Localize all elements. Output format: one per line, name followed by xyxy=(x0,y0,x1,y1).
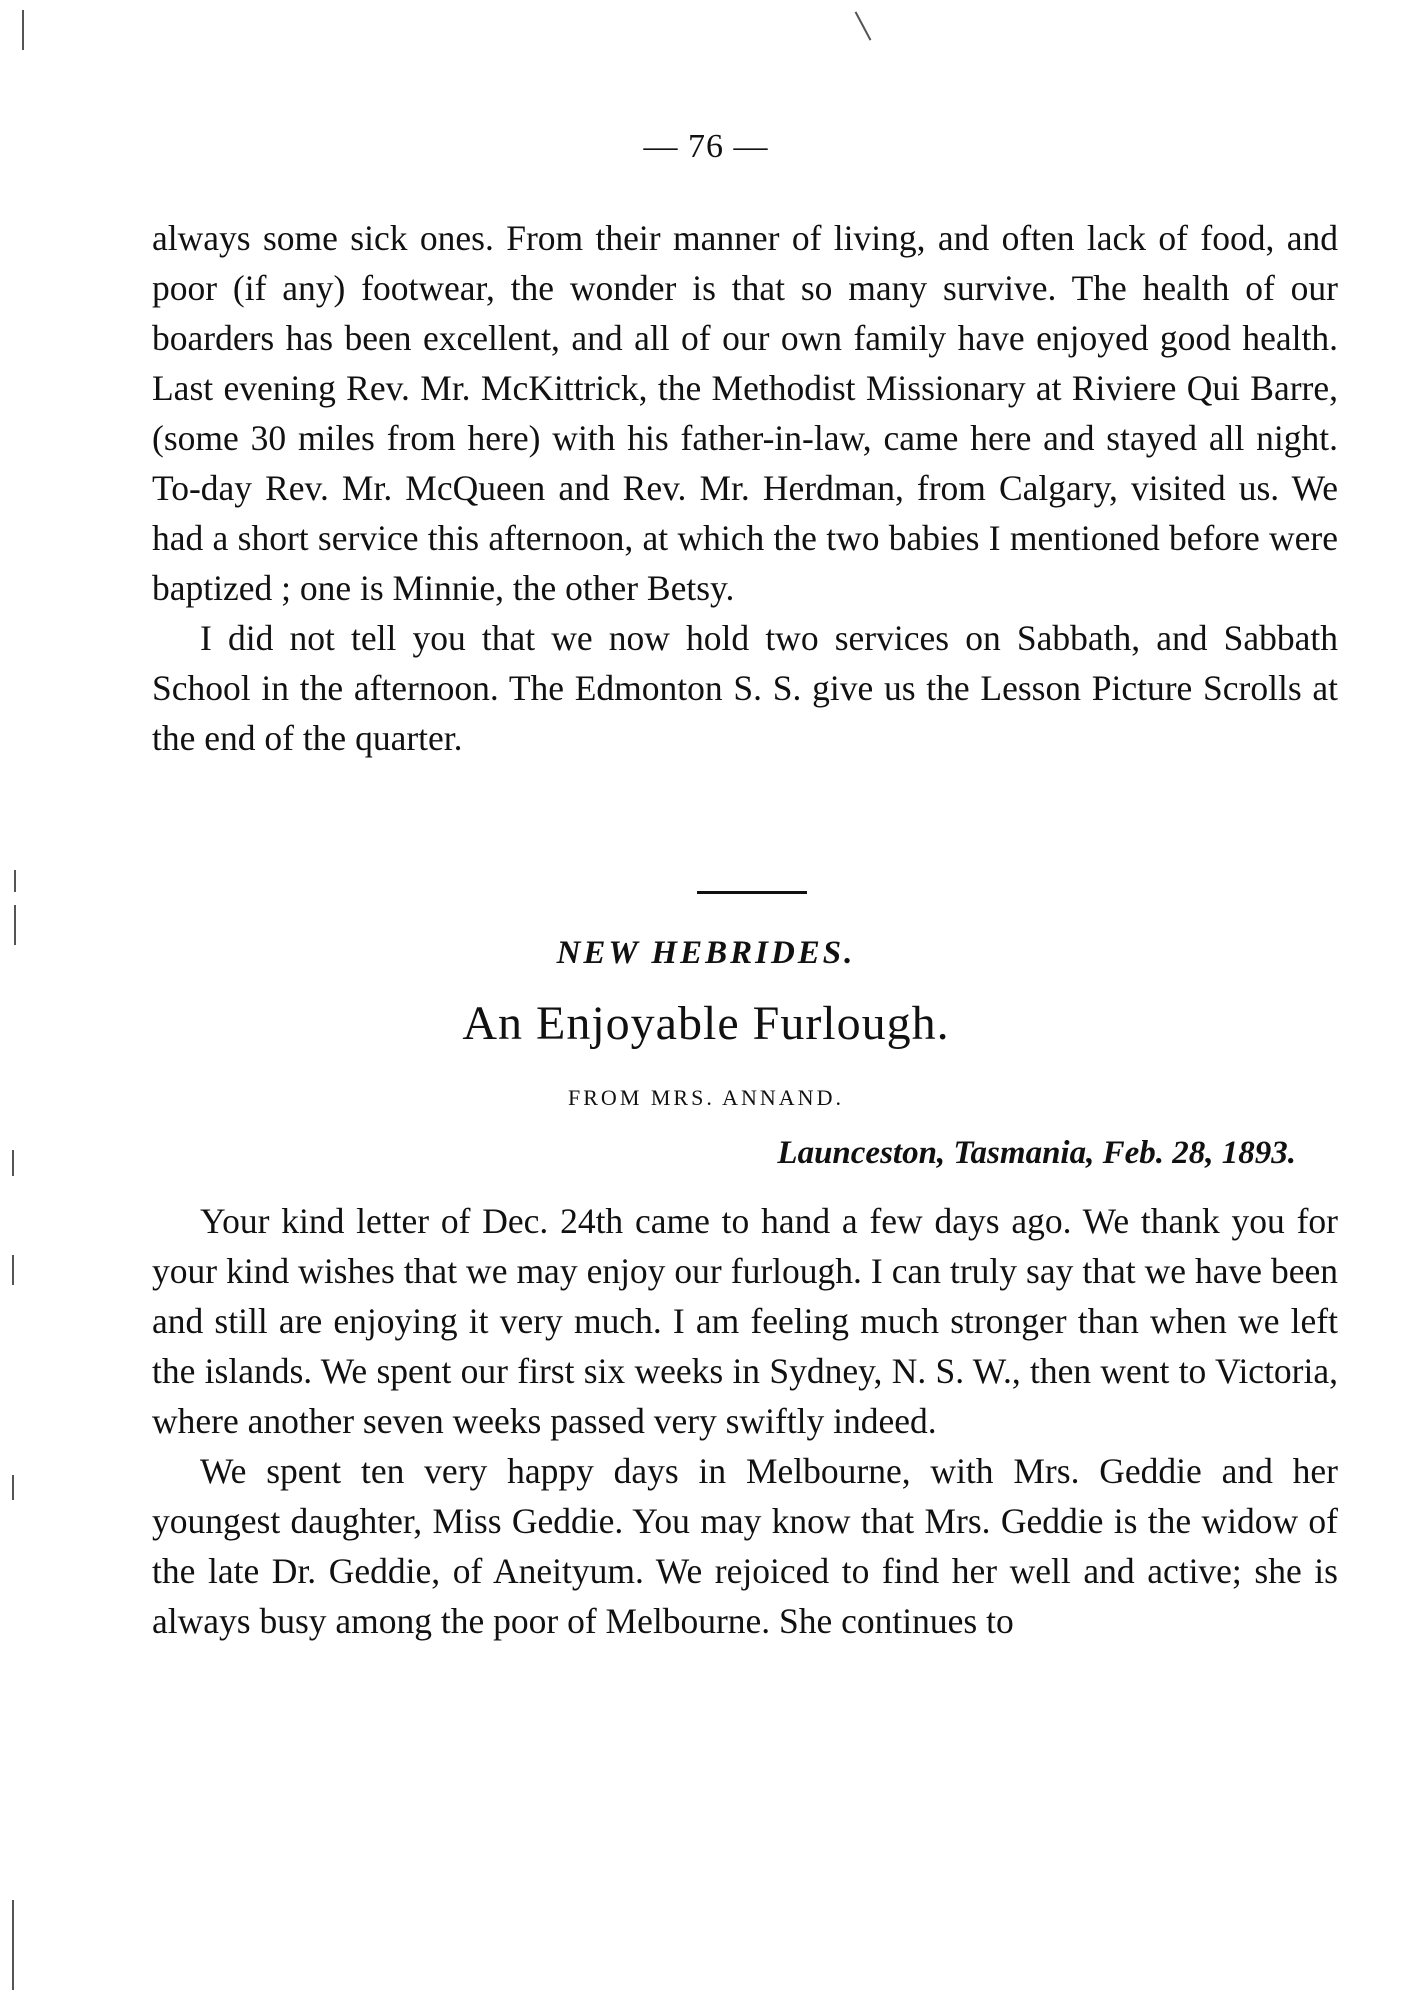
scan-mark xyxy=(855,11,872,40)
scan-mark xyxy=(14,870,16,892)
paragraph: always some sick ones. From their manner of living, and often lack of food, and poor (if any) footwear, the wonder is that so many survive. The health of our boarders has been excellent, and all of our own family have enjoyed good health. Last evening Rev. Mr. McKittrick, the Methodist Missionary at Riviere Qui Barre, (some 30 miles from here) with his father-in-law, came here and stayed all night. To-day Rev. Mr. McQueen and Rev. Mr. Herdman, from Calgary, visited us. We had a short service this afternoon, at which the two babies I mentioned before were baptized ; one is Minnie, the other Betsy. xyxy=(152,218,1338,608)
article-dateline: Launceston, Tasmania, Feb. 28, 1893. xyxy=(777,1135,1296,1171)
scan-mark xyxy=(14,905,16,945)
article-title: An Enjoyable Furlough. xyxy=(462,997,950,1050)
scan-mark xyxy=(12,1150,14,1176)
page-number: — 76 — xyxy=(643,128,769,165)
continued-text xyxy=(152,213,1338,763)
paragraph: Your kind letter of Dec. 24th came to hand a few days ago. We thank you for your kind wishes that we may enjoy our furlough. I can truly say that we have been and still are enjoying it very much. I am feeling much stronger than when we left the islands. We spent our first six weeks in Sydney, N. S. W., then went to Victoria, where another seven weeks passed very swiftly indeed. xyxy=(152,1201,1338,1441)
paragraph: We spent ten very happy days in Melbourne, with Mrs. Geddie and her youngest daughter, Miss Geddie. You may know that Mrs. Geddie is the widow of the late Dr. Geddie, of Aneityum. We rejoiced to find her well and active; she is always busy among the poor of Melbourne. She continues to xyxy=(152,1451,1338,1641)
article-body xyxy=(152,1196,1338,1646)
section-heading: NEW HEBRIDES. xyxy=(556,935,856,971)
scan-mark xyxy=(22,10,24,50)
scan-mark xyxy=(12,1475,14,1500)
scan-mark xyxy=(12,1255,14,1285)
section-divider xyxy=(697,891,807,894)
scan-mark xyxy=(12,1900,14,1990)
paragraph: I did not tell you that we now hold two services on Sabbath, and Sabbath School in the afternoon. The Edmonton S. S. give us the Lesson Picture Scrolls at the end of the quarter. xyxy=(152,618,1338,758)
article-byline: FROM MRS. ANNAND. xyxy=(568,1085,844,1110)
